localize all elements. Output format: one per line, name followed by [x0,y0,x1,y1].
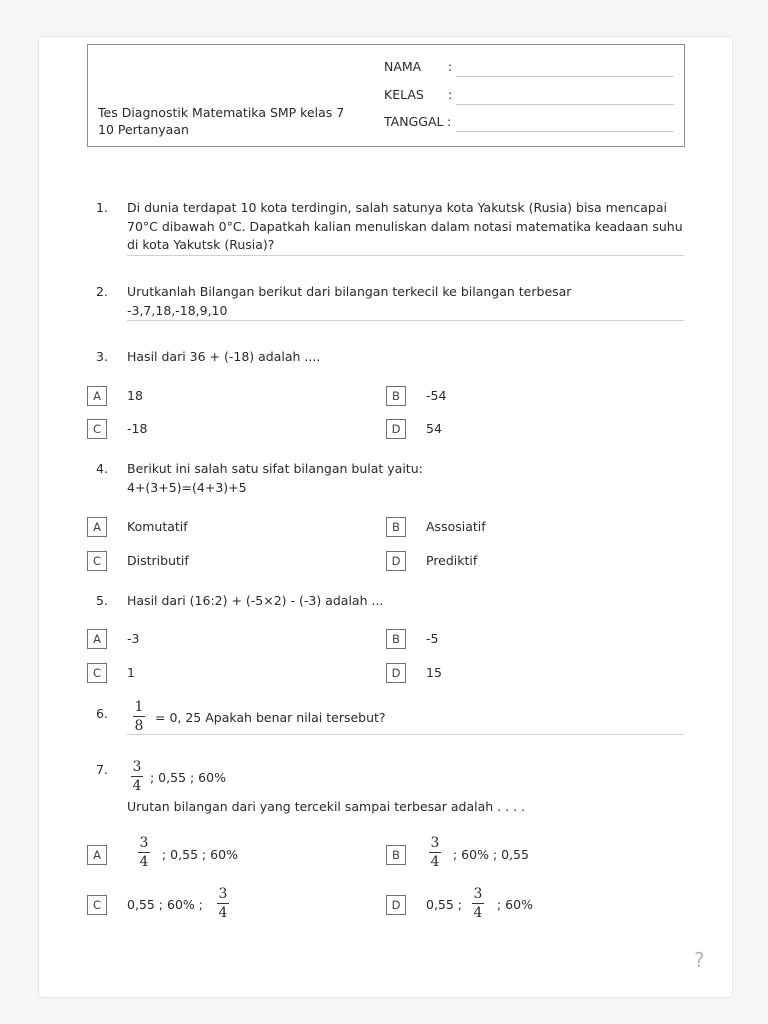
fraction-bar [131,776,143,777]
fraction-bar [217,903,229,904]
class-colon: : [448,87,453,102]
option-a-text: ; 0,55 ; 60% [162,847,238,862]
question-count: 10 Pertanyaan [98,122,189,137]
fraction-denominator: 4 [473,905,483,921]
option-b-box[interactable]: B [386,517,406,537]
option-a-text: -3 [127,631,140,646]
option-d-box[interactable]: D [386,551,406,571]
worksheet-page [38,36,733,998]
option-d-box[interactable]: D [386,419,406,439]
option-d-text: 15 [426,665,442,680]
option-d-text: 0,55 ; [426,897,463,912]
fraction-denominator: 4 [139,854,149,870]
name-field-line [456,76,674,77]
name-colon: : [448,59,453,74]
fraction-numerator: 3 [132,759,142,775]
answer-line [127,320,684,321]
option-a-box[interactable]: A [87,386,107,406]
answer-line [127,255,684,256]
question-number: 4. [96,461,108,476]
question-number: 3. [96,349,108,364]
option-c-text: 0,55 ; 60% ; [127,897,203,912]
fraction-denominator: 4 [430,854,440,870]
question-number: 2. [96,284,108,299]
question-text-line: 70°C dibawah 0°C. Dapatkah kalian menuliskan dalam notasi matematika keadaan suhu [127,219,683,234]
question-text: ; 0,55 ; 60% [150,770,226,785]
option-b-text: -54 [426,388,447,403]
option-d-text: Prediktif [426,553,478,568]
fraction-denominator: 4 [132,778,142,794]
option-c-box[interactable]: C [87,419,107,439]
option-a-box[interactable]: A [87,845,107,865]
option-d-text-after: ; 60% [497,897,533,912]
question-text-line: Berikut ini salah satu sifat bilangan bulat yaitu: [127,461,423,476]
fraction-numerator: 1 [134,699,144,715]
option-d-text: 54 [426,421,442,436]
question-number: 7. [96,762,108,777]
option-b-box[interactable]: B [386,845,406,865]
question-text-line: Urutkanlah Bilangan berikut dari bilangan terkecil ke bilangan terbesar [127,284,572,299]
date-label: TANGGAL [384,114,444,129]
question-text-line: Di dunia terdapat 10 kota terdingin, salah satunya kota Yakutsk (Rusia) bisa mencapai [127,200,667,215]
class-label: KELAS [384,87,424,102]
option-a-text: Komutatif [127,519,188,534]
fraction-numerator: 3 [473,886,483,902]
option-b-text: ; 60% ; 0,55 [453,847,529,862]
answer-line [127,734,684,735]
question-number: 6. [96,706,108,721]
date-field-line [456,131,674,132]
fraction [217,886,229,921]
question-text-line: 4+(3+5)=(4+3)+5 [127,480,247,495]
fraction-denominator: 4 [218,905,228,921]
option-c-box[interactable]: C [87,895,107,915]
option-b-text: Assosiatif [426,519,486,534]
question-text: = 0, 25 Apakah benar nilai tersebut? [155,710,386,725]
fraction [131,759,143,794]
option-b-text: -5 [426,631,439,646]
question-text-line: Urutan bilangan dari yang tercekil sampai terbesar adalah . . . . [127,799,525,814]
question-text-line: di kota Yakutsk (Rusia)? [127,237,275,252]
option-c-text: Distributif [127,553,189,568]
fraction-bar [472,903,484,904]
question-number: 5. [96,593,108,608]
question-mark-icon[interactable]: ? [694,948,705,972]
fraction-numerator: 3 [430,835,440,851]
option-a-box[interactable]: A [87,629,107,649]
test-title: Tes Diagnostik Matematika SMP kelas 7 [98,105,345,120]
option-a-box[interactable]: A [87,517,107,537]
fraction-numerator: 3 [139,835,149,851]
fraction-bar [429,852,441,853]
name-label: NAMA [384,59,422,74]
fraction [472,886,484,921]
option-c-box[interactable]: C [87,663,107,683]
option-a-text: 18 [127,388,143,403]
option-d-box[interactable]: D [386,663,406,683]
fraction [429,835,441,870]
header-box [87,44,685,147]
date-colon: : [447,114,452,129]
fraction-bar [138,852,150,853]
fraction [133,699,145,734]
option-b-box[interactable]: B [386,386,406,406]
option-d-box[interactable]: D [386,895,406,915]
question-text-line: -3,7,18,-18,9,10 [127,303,228,318]
class-field-line [456,104,674,105]
question-text: Hasil dari 36 + (-18) adalah .... [127,349,321,364]
fraction-bar [133,716,145,717]
fraction-numerator: 3 [218,886,228,902]
option-c-box[interactable]: C [87,551,107,571]
option-c-text: -18 [127,421,148,436]
fraction-denominator: 8 [134,718,144,734]
option-c-text: 1 [127,665,135,680]
option-b-box[interactable]: B [386,629,406,649]
question-number: 1. [96,200,108,215]
fraction [138,835,150,870]
question-text: Hasil dari (16:2) + (-5×2) - (-3) adalah ... [127,593,384,608]
